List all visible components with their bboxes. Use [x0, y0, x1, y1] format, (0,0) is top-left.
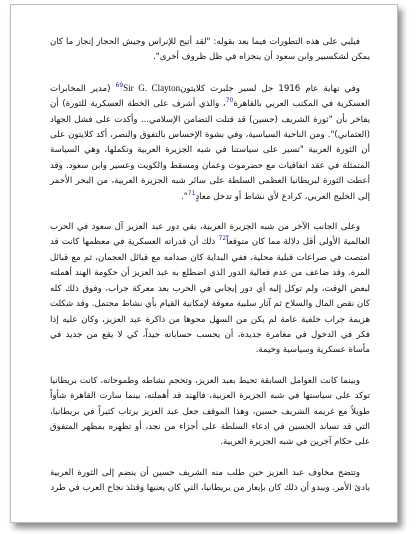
footnote-reference[interactable]: 70 — [225, 97, 234, 105]
latin-name: Sir G. Clayton — [123, 82, 181, 93]
footnote-reference[interactable]: 71 — [187, 189, 196, 197]
paragraph-text: فيلبي على هذه التطورات فيما بعد بقوله: "لقد أتيح للإنراس وجيش الحجاز إنجاز ما كان يمكن لشكسبير وابن سعود أن ينجزاه في ظل ظروف أخرى". — [50, 37, 370, 63]
paragraph-text: وبينما كانت العوامل السابقة تحيط بعبد العزيز، وتحجم نشاطه وطموحاته، كانت بريطانيا توكد على سياستها في شبه الجزيرة العربية، فالهند قد أهملته، بينما سارت القاهرة شأواً طويلاً مع غريمه الشريف حسين، وهذا الموقف جعل عبد العزيز يرتاب كثيراً في بريطانيا، التي قد تساند الحسين في ادعاء السلطة على أجزاء من نجد، أو تظهره بمظهر المتفوق على حكام آخرين في شبه الجزيرة العربية. — [50, 375, 370, 448]
paragraph-text: وعلى الجانب الآخر من شبه الجزيرة العربية، بقي دور عبد العزيز آل سعود في الحرب العالمية الأولى أقل دلالة مما كان متوقعاً — [50, 222, 370, 248]
paragraph — [50, 81, 370, 205]
body-text — [50, 35, 370, 512]
paragraph — [50, 374, 370, 451]
paragraph — [50, 466, 370, 497]
paragraph-text: ". — [181, 191, 188, 202]
paragraph-text: ذلك أن قدراته العسكرية في معظمها كانت قد امتصت في صراعات قبلية محلية، ففي البداية كان صدامه مع قبائل العجمان، ثم مع قبائل المرة. وقد ضاعف من عدم فعالية الدور الذي اضطلع به عبد العزيز أن حكومة الهند أهملته لبعض الوقت، ولم توكل إليه أي دور إيجابي في الحرب بعد معركة جراب، وفوق ذلك كله كان نقص المال والسلاح ثم آثار سلبية معوقة لإمكانية القيام بأي نشاط محتمل. وقد شكلت هزيمة جراب خلفية عامة لم يكن من السهل محوها من ذاكرة عبد العزيز، وكان عليه إذا فكر في الدخول في مغامرة جديدة، أن يحسب حساباته جيداً، كي لا يقع من جديد في مأساة عسكرية وسياسية وخيمة. — [50, 237, 370, 356]
footnote-reference[interactable]: 72 — [218, 235, 227, 243]
paragraph-text: وتتضح مخاوف عبد العزيز حين طلب منه الشريف حسين أن ينضم إلى الثورة العربية بادئ الأمر. ويبدو أن ذلك كان بإيعاز من بريطانيا، التي كان يعنيها وقتئذ نجاح العرب في طرد — [50, 467, 370, 494]
paragraph-text: وفي نهاية عام 1916 حل لسير جلبرت كلايتون — [180, 83, 360, 94]
document-page — [10, 4, 398, 523]
paragraph-text: (مدير المخابرات العسكرية في المكتب العربي بالقاهرة — [50, 83, 370, 110]
footnote-reference[interactable]: 69 — [115, 81, 124, 89]
paragraph — [50, 35, 370, 66]
paragraph — [50, 220, 370, 359]
paragraph-text: ، والذي أشرف على الخطة العسكرية للثورة) أن يفاخر بأن "ثورة الشريف (حسين) قد قتلت التضامن الإسلامي... وأكدت على فشل الجهاد (العثماني)". ومن الناحية السياسية، وفي نشوة الإحساس بالتفوق والنصر، أكد كلايتون على أن الثورة العربية "تسير على سياستنا في شبه الجزيرة العربية وتكملها، وهي السياسة المتمثلة في عقد اتفاقيات مع حضرموت وعمان ومسقط والكويت وعسير وابن سعود. وقد أعطت الثورة لبريطانيا العظمى السلطة على سائر شبه الجزيرة العربية، من البحر الأحمر إلى الخليج العربي، كرادع لأي نشاط أو تدخل معادٍ — [50, 99, 370, 202]
